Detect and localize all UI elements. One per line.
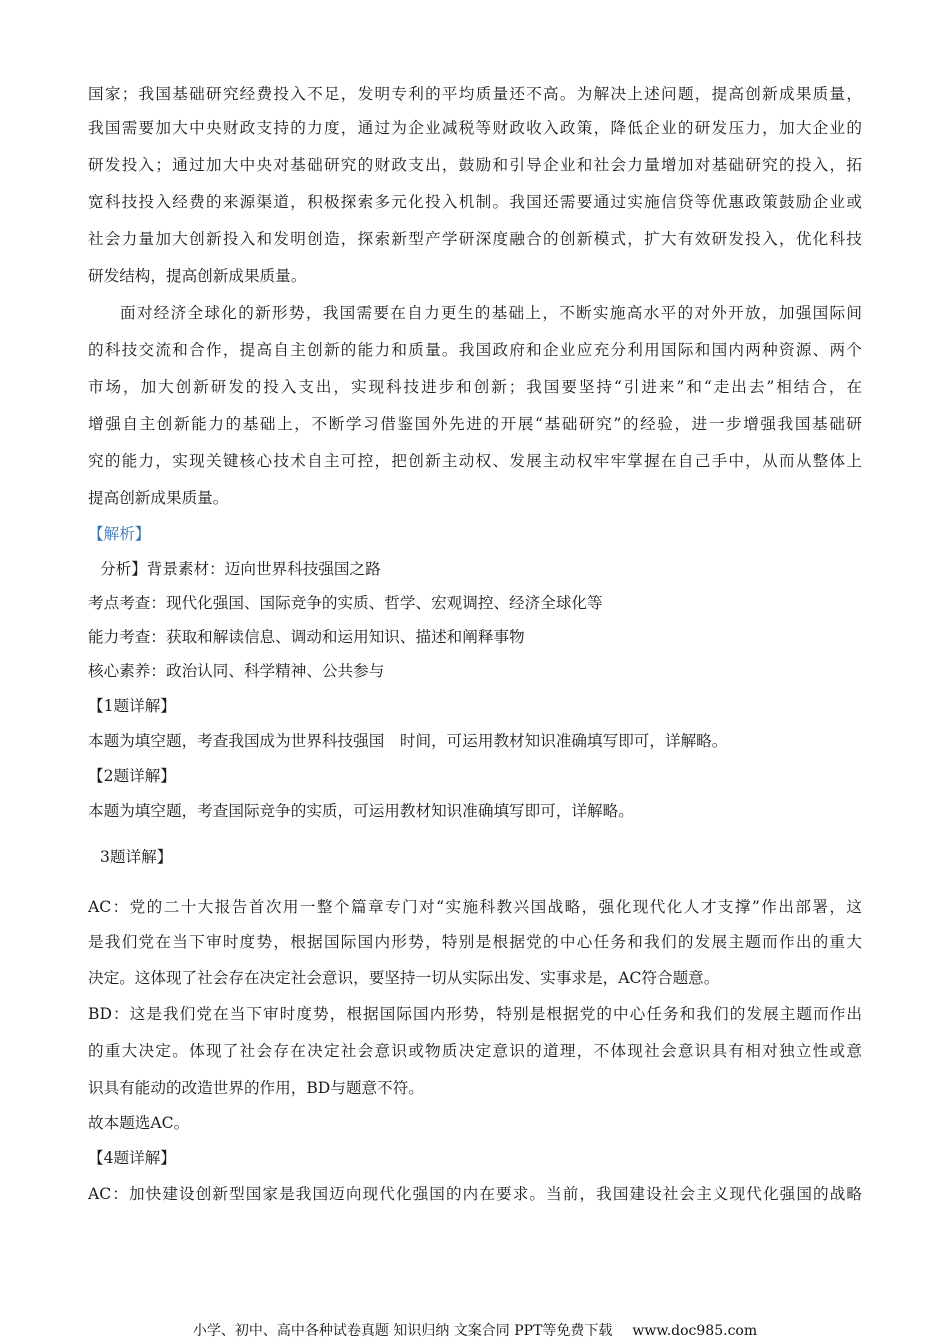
paragraph-line: 的科技交流和合作，提高自主创新的能力和质量。我国政府和企业应充分利用国际和国内两种资源、两个 — [88, 341, 862, 359]
paragraph-line: BD：这是我们党在当下审时度势，根据国际国内形势，特别是根据党的中心任务和我们的发展主题而作出 — [88, 1005, 862, 1023]
paragraph-line: 我国需要加大中央财政支持的力度，通过为企业减税等财政收入政策，降低企业的研发压力，加大企业的 — [88, 119, 862, 137]
paragraph-line: 研发投入；通过加大中央对基础研究的财政支出，鼓励和引导企业和社会力量增加对基础研究的投入，拓 — [88, 156, 862, 174]
paragraph-line: AC：加快建设创新型国家是我国迈向现代化强国的内在要求。当前，我国建设社会主义现代化强国的战略 — [88, 1185, 862, 1203]
paragraph-line: 提高创新成果质量。 — [88, 489, 229, 507]
question-2-heading: 【2题详解】 — [88, 767, 176, 785]
paragraph-line: 识具有能动的改造世界的作用，BD与题意不符。 — [88, 1079, 424, 1097]
question-4-heading: 【4题详解】 — [88, 1149, 176, 1167]
paragraph-line: 增强自主创新能力的基础上，不断学习借鉴国外先进的开展“基础研究”的经验，进一步增强我国基础研 — [88, 415, 862, 433]
page-footer — [0, 1322, 950, 1340]
paragraph-line: 面对经济全球化的新形势，我国需要在自力更生的基础上，不断实施高水平的对外开放，加强国际间 — [120, 304, 862, 322]
analysis-core-literacy: 核心素养：政治认同、科学精神、公共参与 — [88, 662, 385, 680]
paragraph-line: 研发结构，提高创新成果质量。 — [88, 267, 307, 285]
question-1-detail: 本题为填空题，考查我国成为世界科技强国 时间，可运用教材知识准确填写即可，详解略。 — [88, 732, 728, 750]
paragraph-line: 宽科技投入经费的来源渠道，积极探索多元化投入机制。我国还需要通过实施信贷等优惠政策鼓励企业或 — [88, 193, 862, 211]
paragraph-line: 的重大决定。体现了社会存在决定社会意识或物质决定意识的道理，不体现社会意识具有相对独立性或意 — [88, 1042, 862, 1060]
question-3-answer: 故本题选AC。 — [88, 1114, 190, 1132]
footer-url[interactable]: www.doc985.com — [632, 1323, 758, 1339]
paragraph-line: 国家；我国基础研究经费投入不足，发明专利的平均质量还不高。为解决上述问题，提高创新成果质量， — [88, 85, 862, 103]
question-1-heading: 【1题详解】 — [88, 697, 176, 715]
paragraph-line: 决定。这体现了社会存在决定社会意识，要坚持一切从实际出发、实事求是，AC符合题意。 — [88, 969, 720, 987]
paragraph-line: AC：党的二十大报告首次用一整个篇章专门对“实施科教兴国战略，强化现代化人才支撑”作出部署，这 — [88, 898, 862, 916]
paragraph-line: 市场，加大创新研发的投入支出，实现科技进步和创新；我国要坚持“引进来”和“走出去”相结合，在 — [88, 378, 862, 396]
paragraph-line: 社会力量加大创新投入和发明创造，探索新型产学研深度融合的创新模式，扩大有效研发投入，优化科技 — [88, 230, 862, 248]
paragraph-line: 究的能力，实现关键核心技术自主可控，把创新主动权、发展主动权牢牢掌握在自己手中，从而从整体上 — [88, 452, 862, 470]
paragraph-line: 是我们党在当下审时度势，根据国际国内形势，特别是根据党的中心任务和我们的发展主题而作出的重大 — [88, 933, 862, 951]
analysis-ability: 能力考查：获取和解读信息、调动和运用知识、描述和阐释事物 — [88, 628, 525, 646]
analysis-heading: 【解析】 — [88, 525, 151, 543]
footer-text: 小学、初中、高中各种试卷真题 知识归纳 文案合同 PPT等免费下载 — [192, 1323, 613, 1339]
question-3-heading: 3题详解】 — [100, 848, 173, 866]
analysis-knowledge-points: 考点考查：现代化强国、国际竞争的实质、哲学、宏观调控、经济全球化等 — [88, 594, 603, 612]
analysis-background: 分析】背景素材：迈向世界科技强国之路 — [100, 560, 381, 578]
question-2-detail: 本题为填空题，考查国际竞争的实质，可运用教材知识准确填写即可，详解略。 — [88, 802, 634, 820]
